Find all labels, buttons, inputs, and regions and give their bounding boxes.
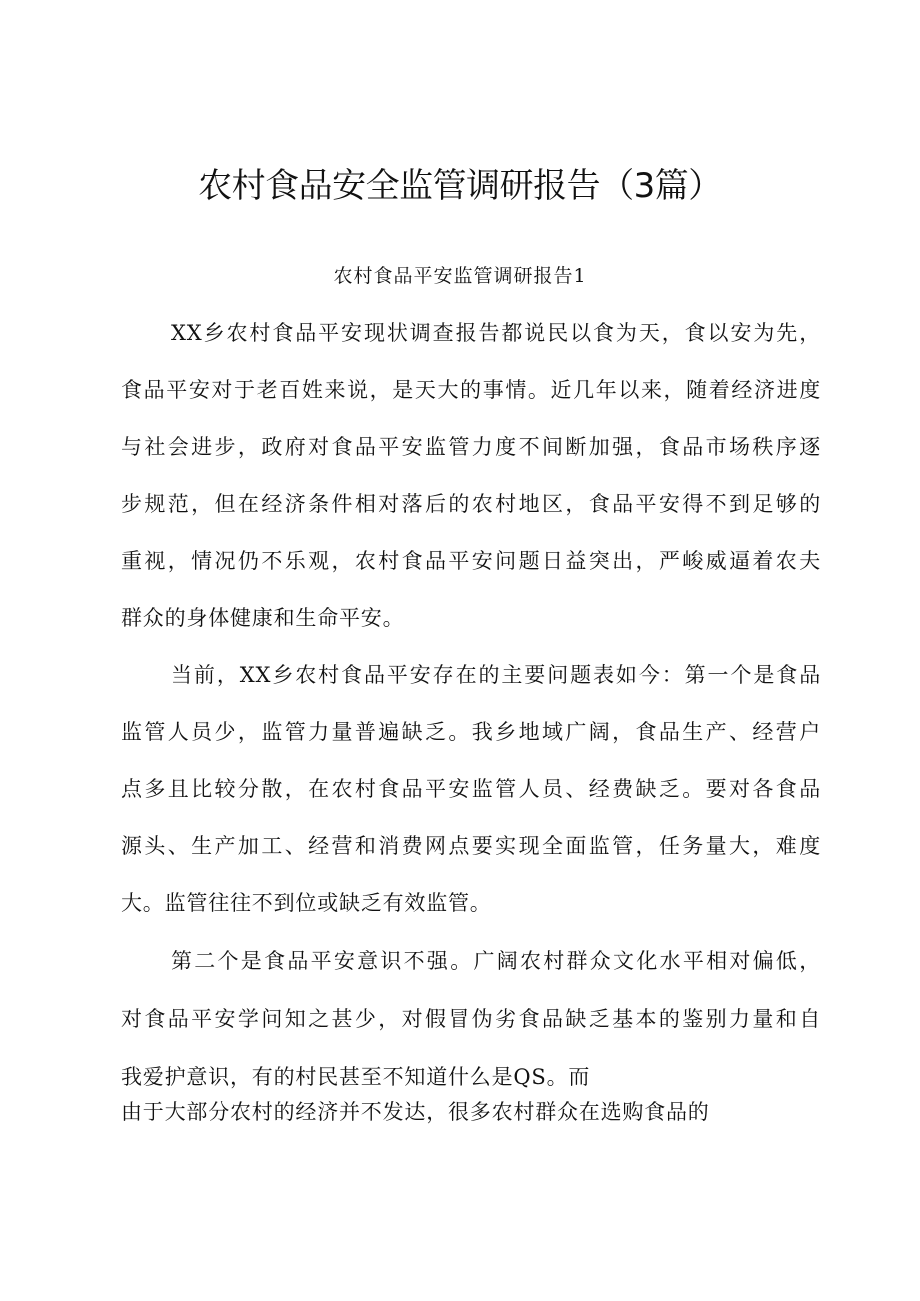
paragraph-line: 当前，XX乡农村食品平安存在的主要问题表如今：第一个是食品 [171, 663, 821, 687]
paragraph-line: 我爱护意识，有的村民甚至不知道什么是QS。而 [121, 1065, 591, 1089]
paragraph-line: 第二个是食品平安意识不强。广阔农村群众文化水平相对偏低， [171, 949, 821, 973]
paragraph-line: XX乡农村食品平安现状调查报告都说民以食为天，食以安为先， [171, 321, 821, 345]
paragraph-line: 由于大部分农村的经济并不发达，很多农村群众在选购食品的 [121, 1100, 710, 1124]
paragraph-line: 源头、生产加工、经营和消费网点要实现全面监管，任务量大，难度 [121, 834, 821, 858]
paragraph-line: 大。监管往往不到位或缺乏有效监管。 [121, 891, 492, 915]
section-subtitle: 农村食品平安监管调研报告1 [333, 265, 587, 287]
paragraph-line: 与社会进步，政府对食品平安监管力度不间断加强，食品市场秩序逐 [121, 435, 821, 459]
paragraph-line: 对食品平安学问知之甚少，对假冒伪劣食品缺乏基本的鉴别力量和自 [121, 1007, 821, 1031]
paragraph-line: 重视，情况仍不乐观，农村食品平安问题日益突出，严峻威逼着农夫 [121, 549, 821, 573]
paragraph-line: 步规范，但在经济条件相对落后的农村地区，食品平安得不到足够的 [121, 492, 821, 516]
paragraph-line: 群众的身体健康和生命平安。 [121, 606, 405, 630]
document-title: 农村食品安全监管调研报告（3篇） [198, 166, 722, 206]
paragraph-line: 监管人员少，监管力量普遍缺乏。我乡地域广阔，食品生产、经营户 [121, 720, 821, 744]
paragraph-line: 食品平安对于老百姓来说，是天大的事情。近几年以来，随着经济进度 [121, 378, 821, 402]
paragraph-line: 点多且比较分散，在农村食品平安监管人员、经费缺乏。要对各食品 [121, 777, 821, 801]
